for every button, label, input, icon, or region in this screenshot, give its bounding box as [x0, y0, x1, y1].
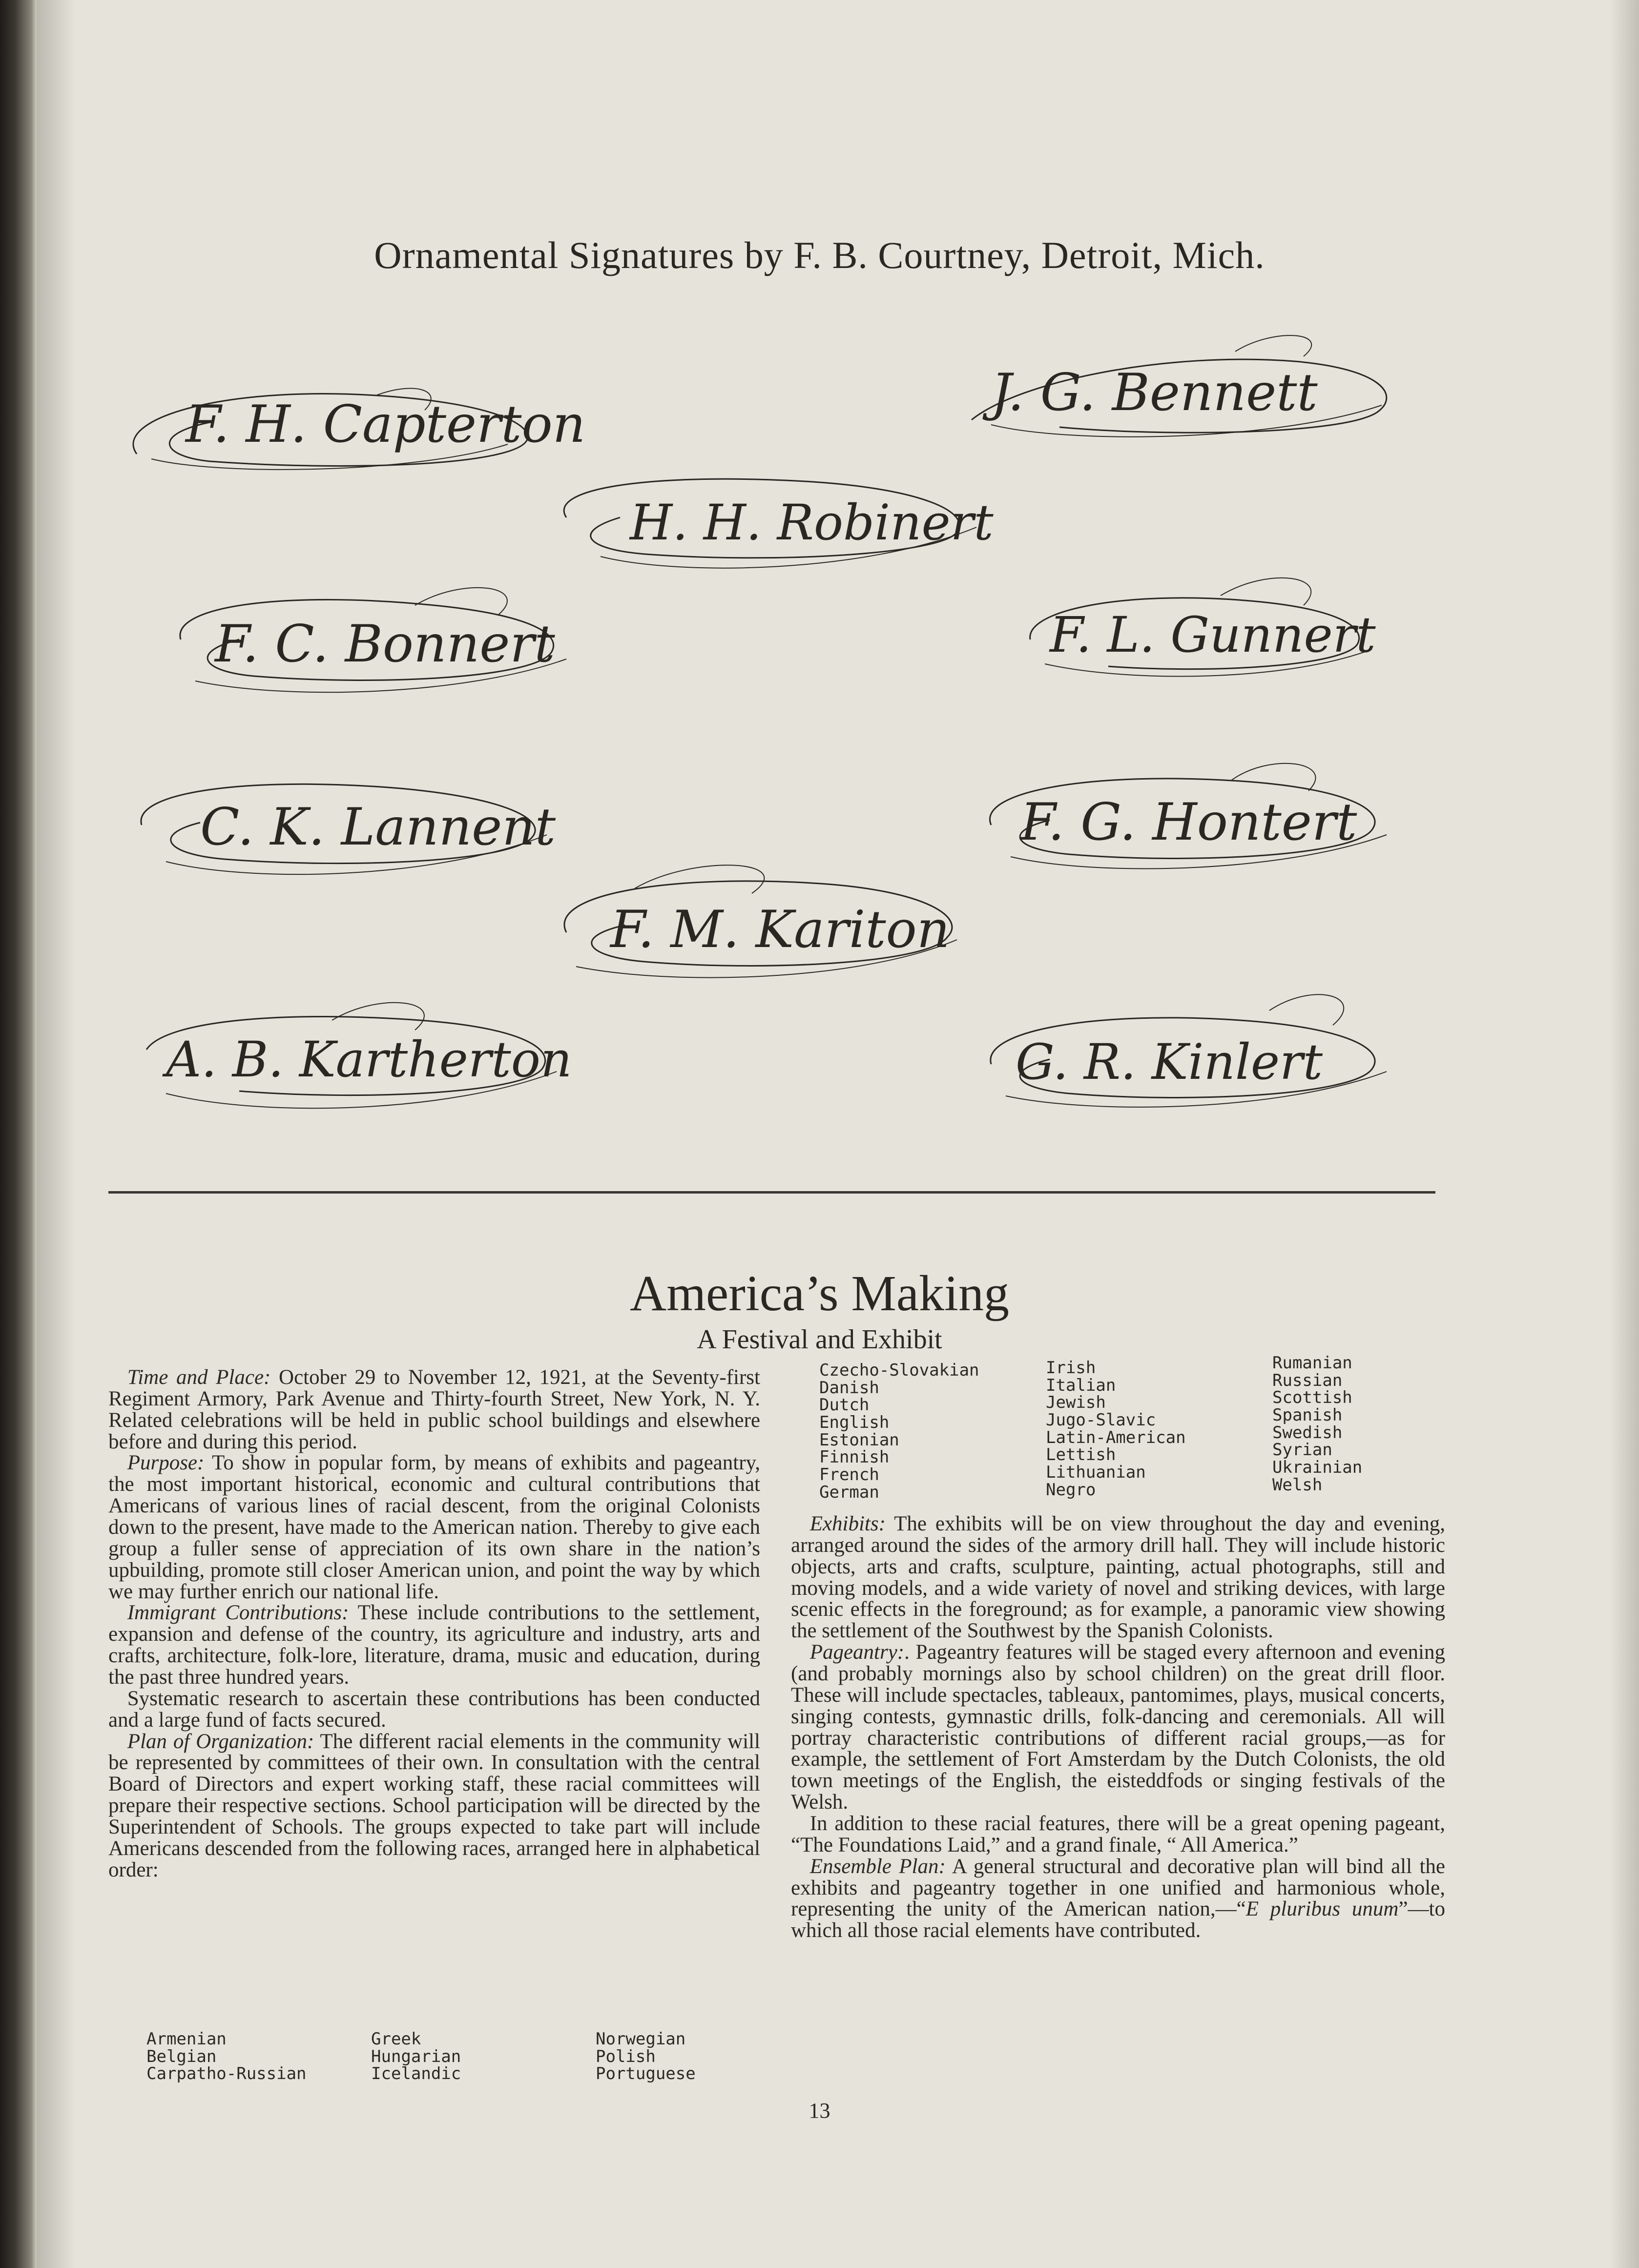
signature-kartherton [137, 991, 572, 1137]
race-name: Armenian [146, 2029, 227, 2049]
race-name: French [819, 1465, 879, 1485]
svg-text:H. H. Robinert: H. H. Robinert [630, 494, 994, 551]
svg-text:A. B. Kartherton: A. B. Kartherton [166, 1031, 572, 1088]
paragraph-immigrant-contributions: Immigrant Contributions: These include contributions to the settlement, expansion and defense of the country, its agriculture and industry, arts and crafts, architecture, folk-lore, literature, drama, music and education, during the past three hundred years. [108, 1601, 760, 1689]
race-name: Estonian [819, 1430, 899, 1450]
race-name: Welsh [1272, 1475, 1323, 1495]
signature-flourish [962, 322, 1401, 464]
article-title: America’s Making [630, 1265, 1009, 1321]
svg-text:F. C. Bonnert: F. C. Bonnert [215, 614, 555, 674]
race-name: Rumanian [1272, 1353, 1352, 1373]
spine-shadow [37, 0, 76, 2268]
svg-text:F. G. Hontert: F. G. Hontert [1020, 792, 1357, 852]
race-name: Belgian [146, 2046, 217, 2066]
signature-flourish [547, 854, 967, 1001]
race-list-right-2 [1046, 1360, 1186, 1499]
signature-bonnert [161, 571, 581, 713]
signature-flourish [137, 991, 572, 1137]
race-name: Danish [819, 1378, 879, 1398]
race-list-left-2 [371, 2031, 461, 2083]
signature-bennett [962, 322, 1401, 464]
signature-kariton [547, 854, 967, 1001]
paragraph-opening-pageant: In addition to these racial features, there will be a great opening pageant, “The Foundations Laid,” and a grand finale, “ All America.” [791, 1812, 1445, 1856]
race-name: Carpatho-Russian [146, 2064, 307, 2084]
paragraph-pageantry: Pageantry:. Pageantry features will be staged every afternoon and evening (and probably mornings also by school children) on the great drill floor. These will include spectacles, tableaux, pantomimes, plays, musical concerts, singing contests, gymnastic drills, folk-dancing and ceremonials. All will portray characteristic contributions of different racial groups,—as for example, the settlement of Fort Amsterdam by the Dutch Colonists, the old town meetings of the English, the eisteddfods or singing festivals of the Welsh. [791, 1641, 1445, 1814]
race-name: Czecho-Slovakian [819, 1361, 979, 1380]
race-name: Lettish [1046, 1445, 1116, 1465]
race-list-right-3 [1272, 1355, 1362, 1494]
race-name: Negro [1046, 1480, 1096, 1500]
race-name: Dutch [819, 1395, 870, 1415]
paragraph-exhibits: Exhibits: The exhibits will be on view throughout the day and evening, arranged around the sides of the armory drill hall. They will include historic objects, arts and crafts, sculpture, painting, actual photographs, still and moving models, and a wide variety of novel and striking devices, with large scenic effects in the foreground; as for example, a panoramic view showing the settlement of the Southwest by the Spanish Colonists. [791, 1512, 1445, 1643]
signature-flourish [976, 752, 1396, 888]
race-name: German [819, 1482, 879, 1502]
signature-flourish [552, 459, 994, 591]
signature-hontert [976, 752, 1396, 888]
race-name: Jugo-Slavic [1046, 1410, 1156, 1430]
race-name: Italian [1046, 1375, 1116, 1395]
signature-lannent [127, 762, 557, 893]
signature-flourish [1016, 566, 1387, 698]
signature-capterton [122, 361, 586, 498]
right-column [791, 1513, 1445, 1941]
page-title: Ornamental Signatures by F. B. Courtney, Detroit, Mich. [374, 234, 1265, 276]
paragraph-purpose: Purpose: To show in popular form, by means of exhibits and pageantry, the most important historical, economic and cultural contributions that Americans of various lines of racial descent, from the original Colonists down to the present, have made to the American nation. Thereby to give each group a fuller sense of appreciation of its own share in the nation’s upbuilding, promote still closer American union, and point the way by which we may further enrich our national life. [108, 1451, 760, 1603]
signature-kinlert [976, 981, 1396, 1128]
left-column [108, 1367, 760, 1881]
race-name: Jewish [1046, 1393, 1106, 1413]
page-edge-shadow [1610, 0, 1639, 2268]
race-name: Syrian [1272, 1440, 1332, 1460]
signature-flourish [127, 762, 557, 893]
race-name: Ukrainian [1272, 1458, 1363, 1478]
race-name: Swedish [1272, 1423, 1343, 1443]
svg-text:F. L. Gunnert: F. L. Gunnert [1050, 606, 1376, 663]
signature-flourish [976, 981, 1396, 1128]
race-list-left-3 [596, 2031, 696, 2083]
paragraph-ensemble-plan: Ensemble Plan: A general structural and decorative plan will bind all the exhibits and pageantry together in one unified and harmonious whole, representing the unity of the American nation,—“E pluribus unum”—to which all those racial elements have contributed. [791, 1855, 1445, 1942]
race-list-right-1 [819, 1362, 979, 1502]
race-name: Russian [1272, 1370, 1343, 1390]
svg-text:G. R. Kinlert: G. R. Kinlert [1016, 1033, 1323, 1091]
race-name: Lithuanian [1046, 1463, 1146, 1483]
svg-text:F. M. Kariton: F. M. Kariton [610, 900, 950, 959]
svg-text:C. K. Lannent: C. K. Lannent [200, 797, 556, 857]
race-name: Irish [1046, 1358, 1096, 1378]
race-name: Portuguese [596, 2064, 696, 2084]
signature-flourish [122, 361, 586, 498]
race-name: Icelandic [371, 2064, 461, 2084]
svg-text:F. H. Capterton: F. H. Capterton [186, 394, 586, 454]
book-gutter [0, 0, 37, 2268]
race-name: Greek [371, 2029, 421, 2049]
race-name: Hungarian [371, 2046, 461, 2066]
signature-flourish [161, 571, 581, 713]
race-name: English [819, 1413, 890, 1433]
page-number: 13 [809, 2099, 830, 2123]
race-name: Spanish [1272, 1405, 1343, 1425]
race-name: Finnish [819, 1447, 890, 1467]
paragraph-research: Systematic research to ascertain these contributions has been conducted and a large fund of facts secured. [108, 1687, 760, 1732]
race-list-left-1 [146, 2031, 307, 2083]
article-subtitle: A Festival and Exhibit [697, 1324, 942, 1355]
signature-robinert [552, 459, 994, 591]
race-name: Latin-American [1046, 1427, 1186, 1447]
race-name: Norwegian [596, 2029, 686, 2049]
race-name: Scottish [1272, 1388, 1352, 1408]
section-divider [108, 1191, 1435, 1194]
signature-gunnert [1016, 566, 1387, 698]
race-name: Polish [596, 2046, 656, 2066]
paragraph-time-place: Time and Place: October 29 to November 12, 1921, at the Seventy-first Regiment Armory, Park Avenue and Thirty-fourth Street, New York, N. Y. Related celebrations will be held in public school buildings and elsewhere before and during this period. [108, 1366, 760, 1453]
paragraph-plan-organization: Plan of Organization: The different racial elements in the community will be represented by committees of their own. In consultation with the central Board of Directors and expert working staff, these racial committees will prepare their respective sections. School participation will be directed by the Superintendent of Schools. The groups expected to take part will include Americans descended from the following races, arranged here in alphabetical order: [108, 1730, 760, 1881]
svg-text:J. G. Bennett: J. G. Bennett [991, 363, 1318, 422]
